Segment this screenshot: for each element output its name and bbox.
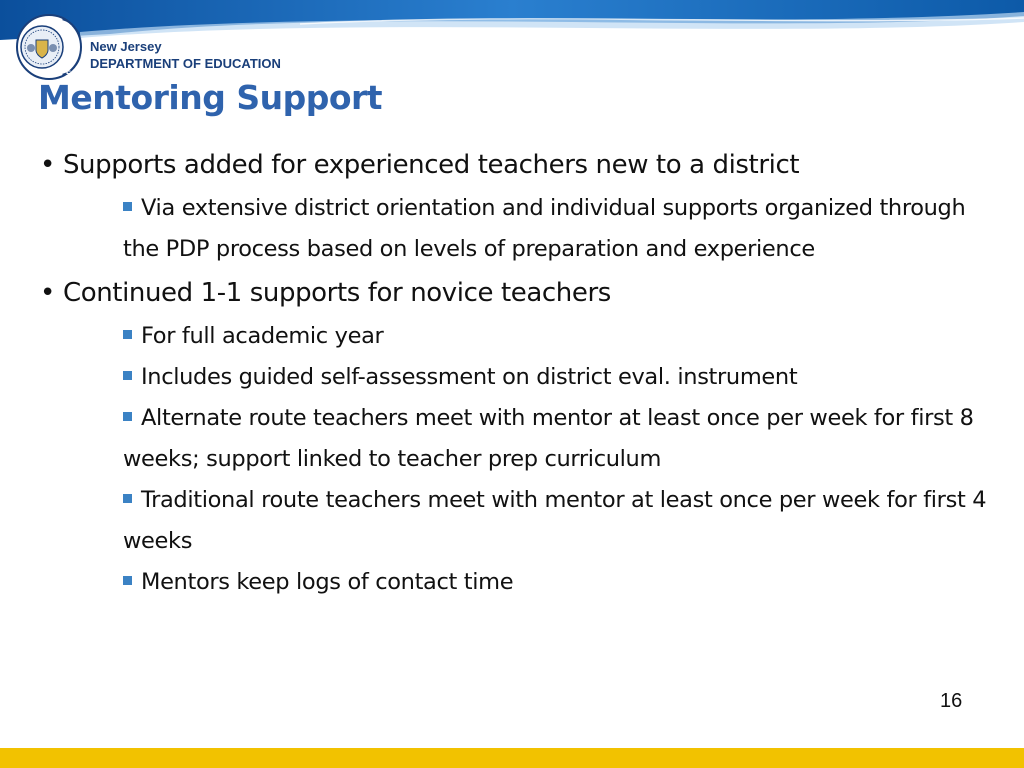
bullet-item [40, 270, 1000, 316]
footer-bar [0, 748, 1024, 768]
sub-bullet-text: For full academic year [141, 323, 384, 349]
org-state: New Jersey [90, 39, 162, 54]
sub-bullet-item [123, 480, 1000, 562]
bullet-dot-icon: • [40, 150, 55, 180]
sub-bullet-text: Includes guided self-assessment on district eval. instrument [141, 364, 798, 390]
sub-bullet-text: Mentors keep logs of contact time [141, 569, 514, 595]
sub-bullet-text: Traditional route teachers meet with mentor at least once per week for first 4 weeks [123, 487, 987, 554]
nj-doe-seal-logo [16, 14, 82, 80]
sub-bullet-text: Alternate route teachers meet with mentor at least once per week for first 8 weeks; support linked to teacher prep curriculum [123, 405, 974, 472]
square-bullet-icon [123, 494, 132, 503]
sub-bullet-item [123, 316, 1000, 357]
square-bullet-icon [123, 412, 132, 421]
logo-letter: D [70, 46, 76, 55]
header-banner [0, 0, 1024, 40]
page-number: 16 [940, 690, 963, 712]
slide-title: Mentoring Support [38, 78, 383, 117]
square-bullet-icon [123, 330, 132, 339]
square-bullet-icon [123, 371, 132, 380]
bullet-text: Continued 1-1 supports for novice teachers [62, 278, 611, 308]
bullet-item [40, 142, 1000, 188]
bullet-text: Supports added for experienced teachers new to a district [62, 150, 800, 180]
sub-bullet-item [123, 188, 1000, 270]
organization-name [90, 38, 281, 72]
logo-letter: J [69, 35, 74, 44]
bullet-list [40, 142, 1000, 603]
sub-bullet-item [123, 562, 1000, 603]
square-bullet-icon [123, 202, 132, 211]
sub-bullet-item [123, 357, 1000, 398]
bullet-dot-icon: • [40, 278, 55, 308]
sub-bullet-item [123, 398, 1000, 480]
org-department: DEPARTMENT OF EDUCATION [90, 56, 281, 71]
logo-letter: O [69, 57, 76, 66]
logo-letter: N [66, 24, 72, 33]
square-bullet-icon [123, 576, 132, 585]
sub-bullet-text: Via extensive district orientation and individual supports organized through the PDP process based on levels of preparation and experience [123, 195, 966, 262]
logo-letter: E [66, 67, 72, 76]
